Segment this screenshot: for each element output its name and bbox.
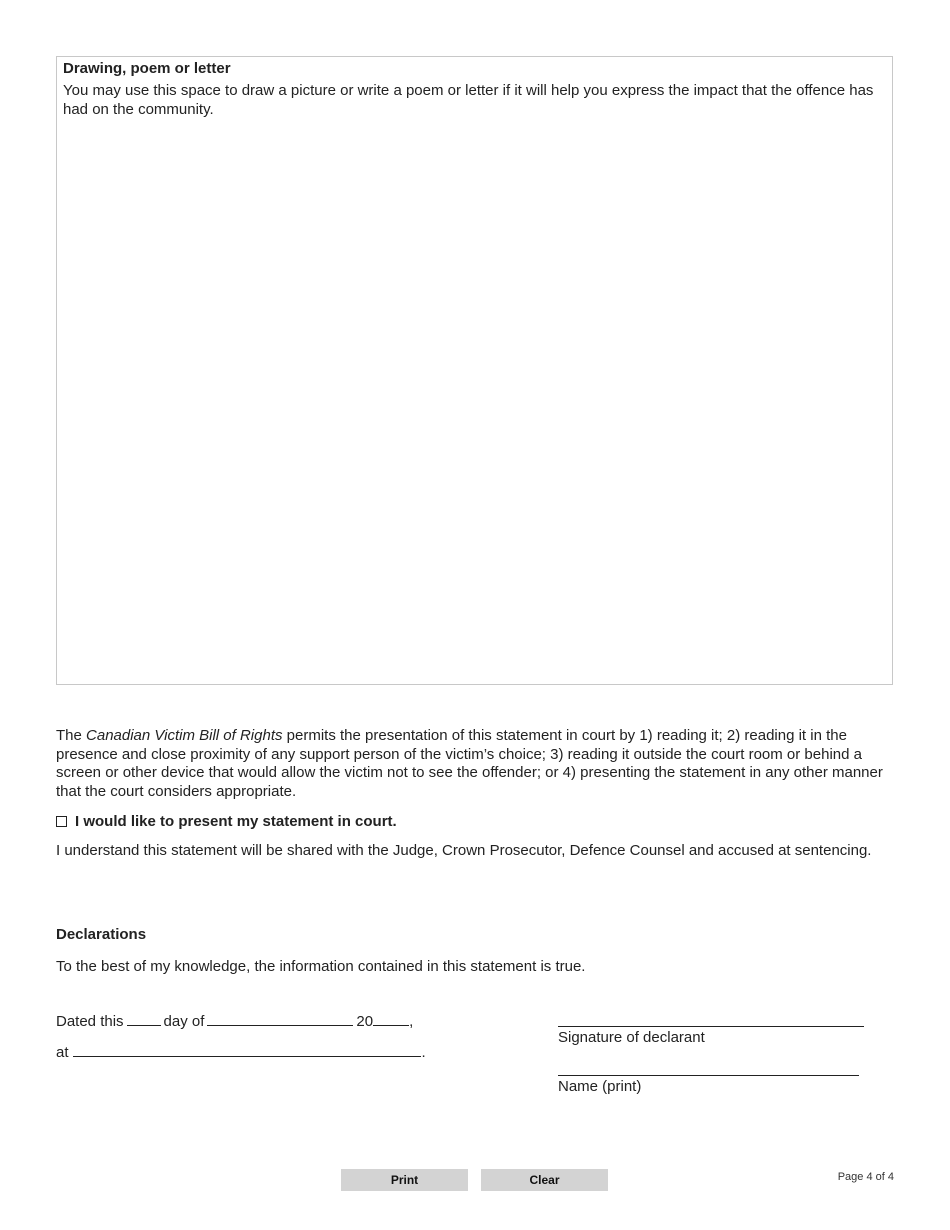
place-line: [56, 1042, 426, 1061]
rights-prefix: The: [56, 727, 87, 744]
dated-line: [56, 1011, 413, 1030]
day-of-label: day of: [163, 1013, 205, 1030]
rights-text: permits the presentation of this statement in court by 1) reading it; 2) reading it in the presence and close proximity of any support person of the victim’s choice; 3) reading it outside the court room or behind a screen or other device that would allow the victim not to see the offender; or 4) presenting the statement in any other manner that the court considers appropriate.: [56, 727, 883, 800]
print-button[interactable]: Print: [341, 1169, 468, 1191]
understand-paragraph: I understand this statement will be shared with the Judge, Crown Prosecutor, Defence Counsel and accused at sentencing.: [56, 842, 872, 859]
signature-label: Signature of declarant: [558, 1029, 705, 1046]
drawing-section: [56, 56, 893, 685]
place-period: .: [421, 1044, 426, 1061]
declarations-heading: Declarations: [56, 926, 147, 943]
declarations-text: To the best of my knowledge, the information contained in this statement is true.: [56, 958, 586, 975]
clear-button[interactable]: Clear: [481, 1169, 608, 1191]
drawing-title: Drawing, poem or letter: [63, 60, 231, 77]
act-name: Canadian Victim Bill of Rights: [86, 727, 283, 744]
dated-comma: ,: [409, 1013, 414, 1030]
month-field[interactable]: [207, 1011, 353, 1026]
drawing-instructions: You may use this space to draw a picture or write a poem or letter if it will help you express the impact that the offence has had on the community.: [63, 82, 874, 118]
dated-this-label: Dated this: [56, 1013, 124, 1030]
day-field[interactable]: [127, 1011, 161, 1026]
year-field[interactable]: [373, 1011, 409, 1026]
drawing-area[interactable]: [58, 121, 891, 683]
at-label: at: [56, 1044, 69, 1061]
present-in-court-label: I would like to present my statement in court.: [75, 813, 397, 830]
name-print-label: Name (print): [558, 1078, 642, 1095]
present-in-court-checkbox[interactable]: [56, 816, 67, 827]
bill-of-rights-paragraph: [56, 727, 896, 801]
page-number: Page 4 of 4: [837, 1171, 894, 1183]
present-in-court-option[interactable]: [56, 813, 397, 830]
year-prefix: 20: [356, 1013, 374, 1030]
place-field[interactable]: [73, 1042, 421, 1057]
